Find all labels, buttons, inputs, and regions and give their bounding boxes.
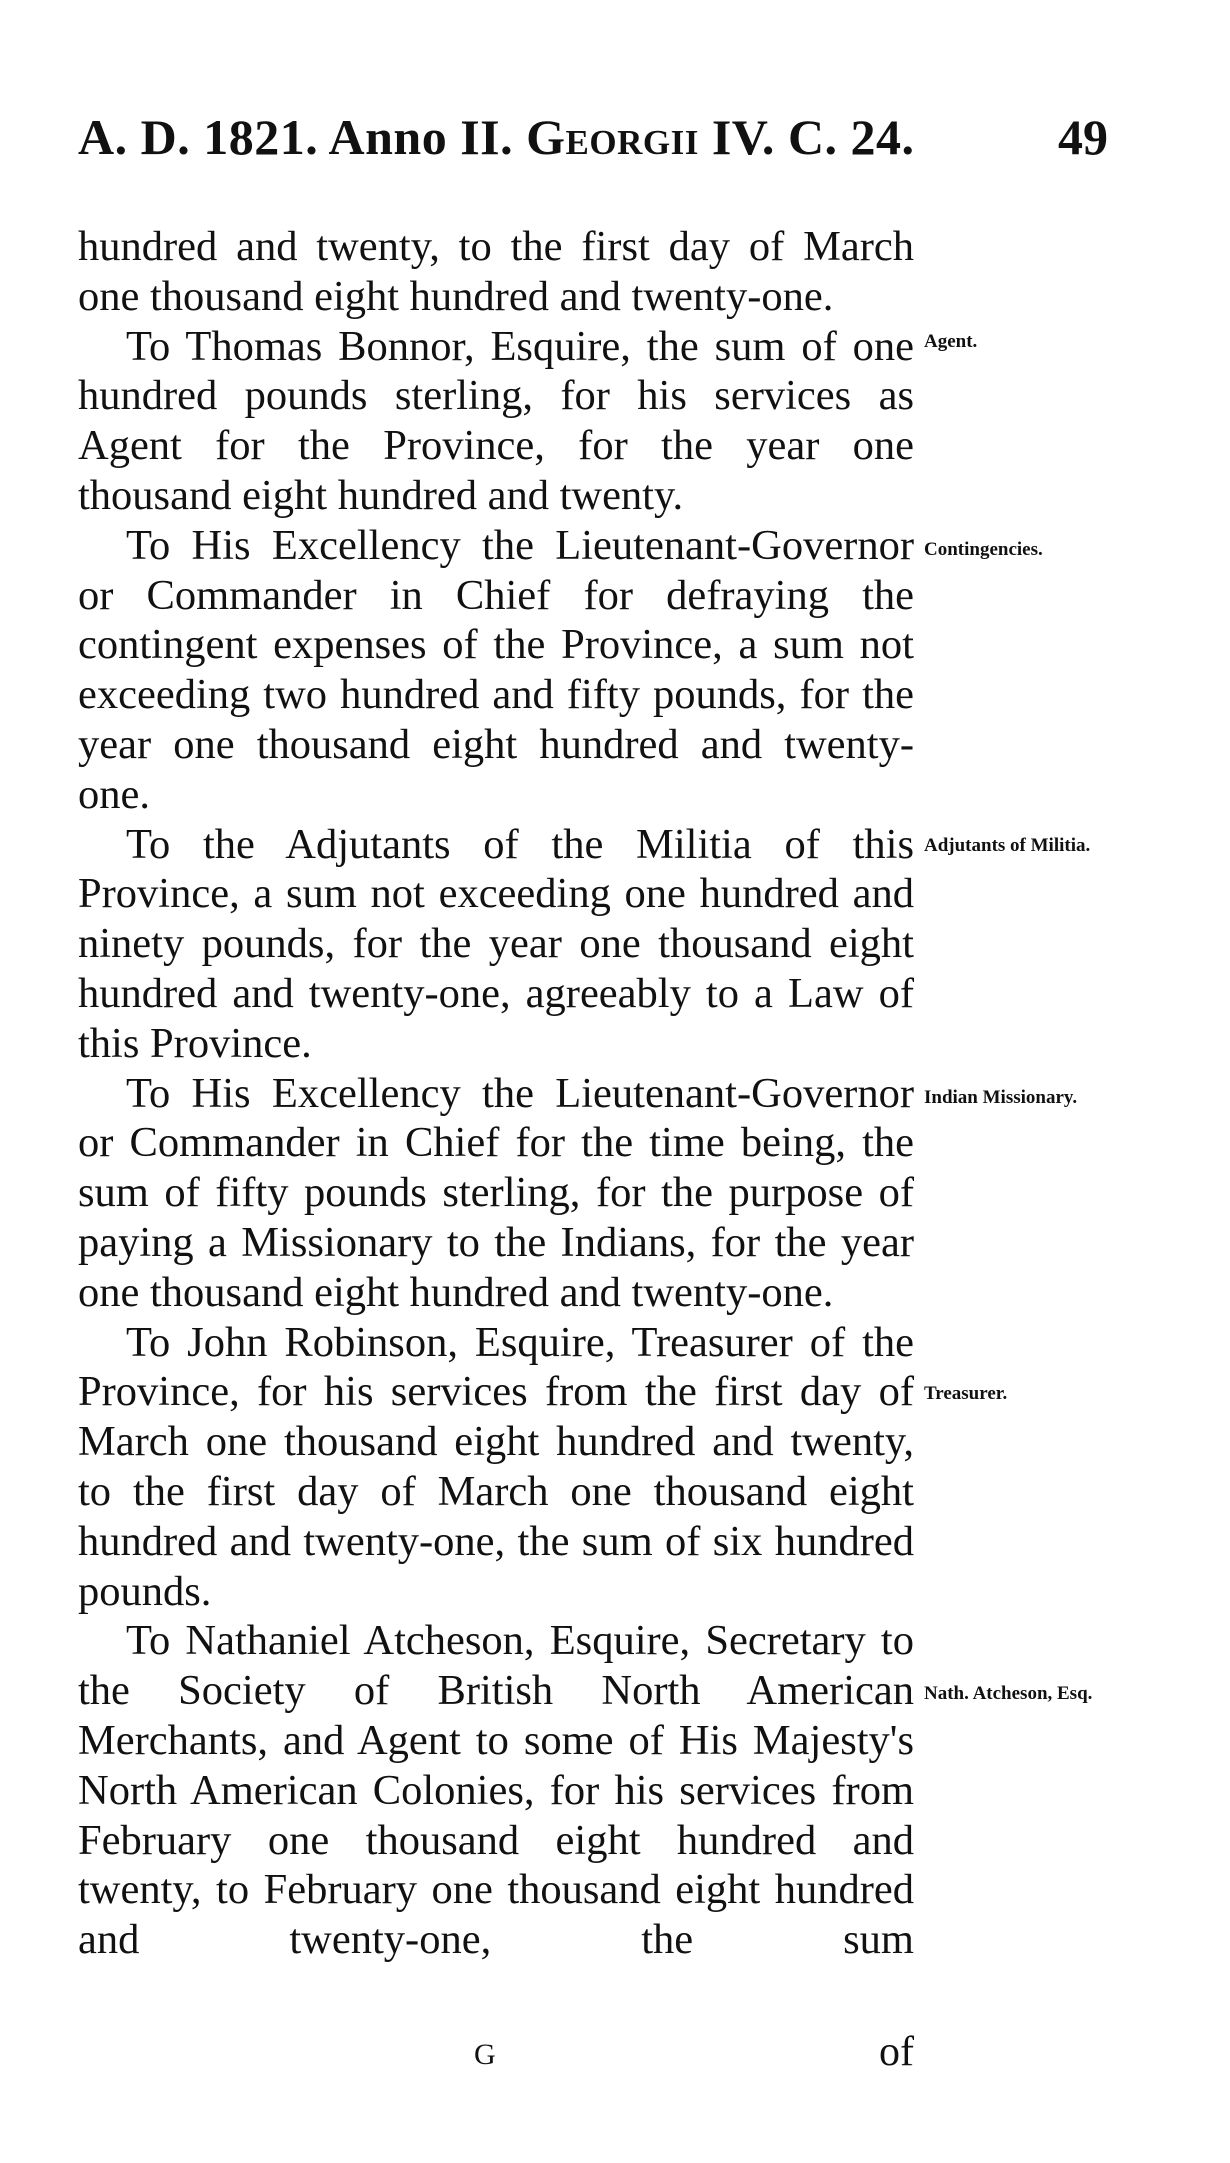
anno: Anno II.: [328, 109, 514, 165]
paragraph-treasurer: To John Robinson, Esquire, Treasurer of the Province, for his services from the first day of March one thousand eight hundred and twenty, to the first day of March one thousand eight hundred and twenty-one, the sum of six hundred pounds.: [78, 1318, 914, 1615]
signature-mark: G: [474, 2038, 496, 2071]
paragraph-indian-missionary: To His Excellency the Lieutenant-Governor or Commander in Chief for the time being, the sum of fifty pounds sterling, for the purpose of paying a Missionary to the Indians, for the year one thousand eight hundred and twenty-one.: [78, 1069, 914, 1316]
margin-note-contingencies: Contingencies.: [924, 539, 1043, 560]
paragraph-atcheson: To Nathaniel Atcheson, Esquire, Secretary to the Society of British North American Merchants, and Agent to some of His Majesty's North American Colonies, for his services from February one thousand eight hundred and twenty, to February one thousand eight hundred and twenty-one, the sum: [78, 1617, 914, 1964]
margin-note-adjutants: Adjutants of Militia.: [924, 835, 1091, 856]
paragraph-continuation: hundred and twenty, to the first day of March one thousand eight hundred and twenty-one.: [78, 223, 914, 320]
body-text: [78, 222, 914, 1965]
page-footer: [78, 2028, 914, 2088]
margin-note-agent: Agent.: [924, 331, 978, 352]
margin-note-indian-missionary: Indian Missionary.: [924, 1087, 1078, 1108]
paragraph-adjutants: To the Adjutants of the Militia of this Province, a sum not exceeding one hundred and ninety pounds, for the year one thousand eight hundred and twenty-one, agreeably to a Law of this Province.: [78, 820, 914, 1067]
page-header: [78, 108, 1108, 178]
margin-note-treasurer: Treasurer.: [924, 1383, 1008, 1404]
paragraph-contingencies: To His Excellency the Lieutenant-Governor or Commander in Chief for defraying the contingent expenses of the Province, a sum not exceeding two hundred and fifty pounds, for the year one thousand eight hundred and twenty-one.: [78, 521, 914, 818]
running-head: [78, 108, 915, 166]
page-number: 49: [1058, 109, 1108, 165]
paragraph-agent: To Thomas Bonnor, Esquire, the sum of one hundred pounds sterling, for his services as Agent for the Province, for the year one thousand eight hundred and twenty.: [78, 322, 914, 519]
year: A. D. 1821.: [78, 109, 319, 165]
regnal-number: IV.: [711, 109, 775, 165]
chapter: C. 24.: [787, 109, 915, 165]
margin-note-atcheson: Nath. Atcheson, Esq.: [924, 1683, 1093, 1704]
king-name: Georgii: [526, 109, 699, 165]
catchword: of: [879, 2029, 914, 2075]
